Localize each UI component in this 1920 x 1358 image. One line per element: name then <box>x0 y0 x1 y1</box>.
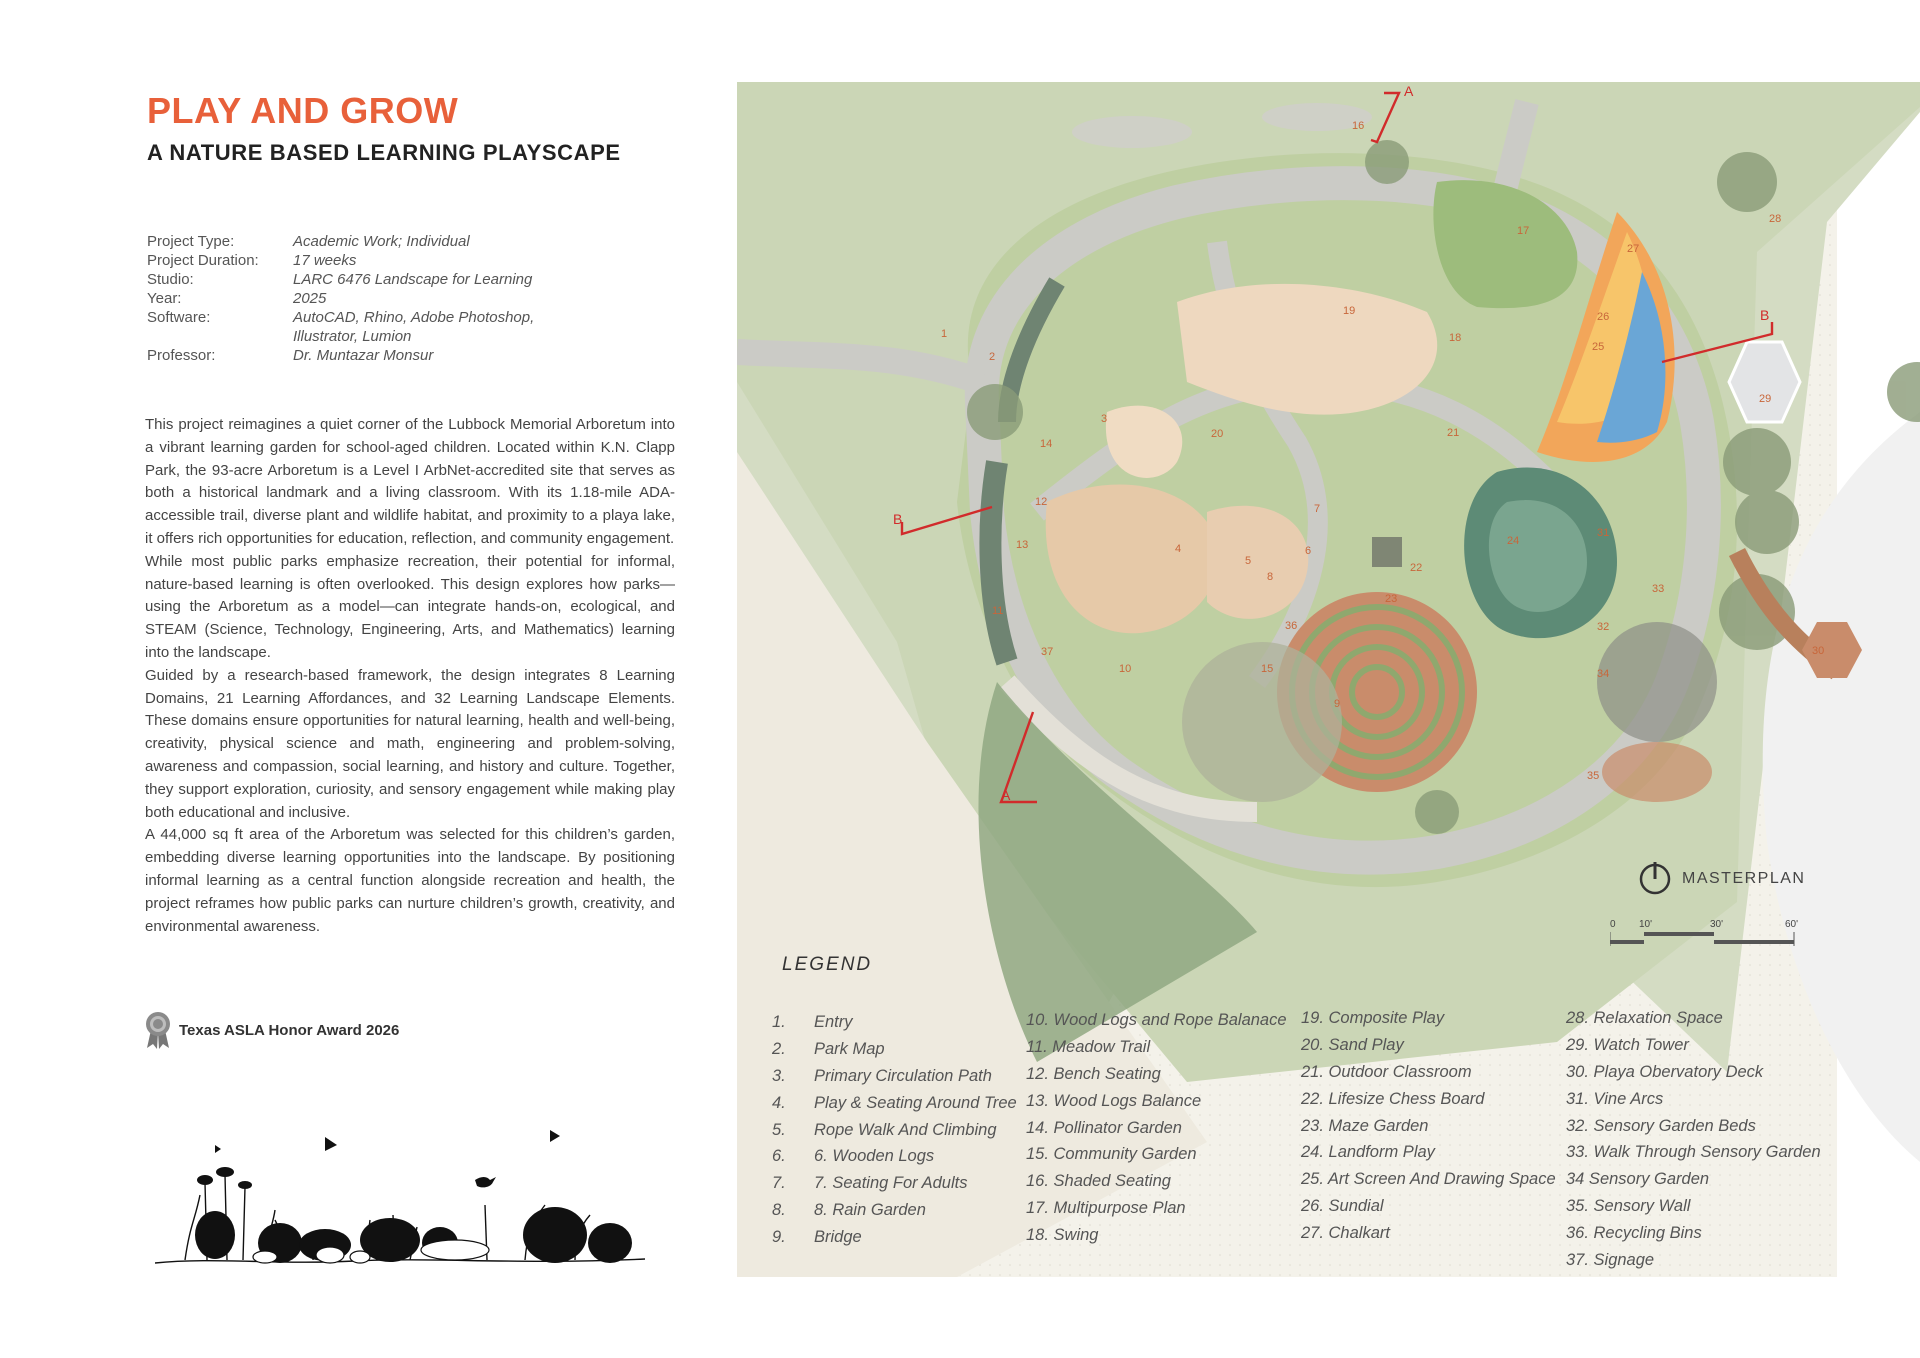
legend-text: 7. Seating For Adults <box>814 1174 968 1193</box>
plan-label: 10 <box>1119 663 1132 675</box>
legend-number: 6. <box>772 1147 786 1166</box>
legend-item: 20. Sand Play <box>1301 1035 1404 1054</box>
award-ribbon-icon <box>143 1010 173 1050</box>
legend-item: 17. Multipurpose Plan <box>1026 1199 1186 1218</box>
description-paragraph: This project reimagines a quiet corner of the Lubbock Memorial Arboretum into a vibrant learning garden for school-aged children. Located within K.N. Clapp Park, the 93-acre Arboretum is a Level I ArbNet-accredited site that serves as both a historical landmark and a living classroom. With its 1.18-mile ADA-accessible trail, diverse plant and wildlife habitat, and proximity to a playa lake, it offers rich opportunities for education, reflection, and community engagement. <box>145 416 675 547</box>
section-mark-a: A <box>1001 787 1011 803</box>
legend-item: 25. Art Screen And Drawing Space <box>1301 1170 1556 1189</box>
plan-label: 11 <box>992 605 1004 617</box>
legend-column-2 <box>1026 1011 1287 1253</box>
legend-item <box>772 1040 1017 1067</box>
section-mark-a: A <box>1404 83 1414 99</box>
plan-label: 35 <box>1587 770 1600 782</box>
legend-item: 35. Sensory Wall <box>1566 1197 1691 1216</box>
nature-sketch-illustration <box>155 1125 655 1270</box>
scale-label: 30' <box>1710 919 1724 930</box>
plan-label: 32 <box>1597 621 1610 633</box>
project-description <box>145 414 675 938</box>
legend-item: 37. Signage <box>1566 1251 1655 1270</box>
legend-column-4 <box>1566 1009 1821 1278</box>
legend-item <box>772 1201 1017 1228</box>
legend-item: 32. Sensory Garden Beds <box>1566 1116 1756 1135</box>
legend-item: 15. Community Garden <box>1026 1145 1197 1164</box>
legend-item: 27. Chalkart <box>1301 1224 1390 1243</box>
info-label: Project Type: <box>147 233 235 250</box>
legend-item: 16. Shaded Seating <box>1026 1172 1171 1191</box>
section-line-b-left <box>902 507 992 534</box>
legend-item: 11. Meadow Trail <box>1026 1037 1151 1056</box>
plan-label: 12 <box>1035 496 1048 508</box>
scale-label: 60' <box>1785 919 1799 930</box>
legend-item: 30. Playa Obervatory Deck <box>1566 1062 1764 1081</box>
legend-item: 19. Composite Play <box>1301 1009 1445 1027</box>
plan-label: 24 <box>1507 535 1520 547</box>
legend-text: Park Map <box>814 1039 885 1058</box>
description-paragraph: Guided by a research-based framework, the design integrates 8 Learning Domains, 21 Learning Affordances, and 32 Learning Landscape Elements. These domains ensure opportunities for natural learning, health and well-being, creativity, physical science and math, engineering and problem-solving, awareness and compassion, social learning, and history and culture. Together, they support exploration, curiosity, and sensory engagement while making play both educational and inclusive. <box>145 666 675 821</box>
plan-label: 37 <box>1041 646 1054 658</box>
legend-item: 21. Outdoor Classroom <box>1301 1062 1472 1081</box>
plan-label: 14 <box>1040 438 1053 450</box>
plan-label: 17 <box>1517 225 1530 237</box>
legend-item <box>772 1094 1017 1121</box>
info-value: LARC 6476 Landscape for Learning <box>293 271 533 288</box>
legend-text: Rope Walk And Climbing <box>814 1120 997 1139</box>
legend-item <box>772 1067 1017 1094</box>
legend-item: 18. Swing <box>1026 1226 1099 1245</box>
legend-item <box>772 1174 1017 1201</box>
plan-label: 3 <box>1101 413 1108 425</box>
plan-label: 29 <box>1759 393 1772 405</box>
info-value: Illustrator, Lumion <box>293 328 412 345</box>
legend-text: Entry <box>814 1013 853 1031</box>
plan-label: 22 <box>1410 562 1423 574</box>
legend-item: 31. Vine Arcs <box>1566 1089 1664 1108</box>
legend-title: LEGEND <box>782 954 873 975</box>
info-label <box>147 327 293 346</box>
info-value: 17 weeks <box>293 252 357 269</box>
page-subtitle: A NATURE BASED LEARNING PLAYSCAPE <box>147 140 621 165</box>
legend-number: 4. <box>772 1093 786 1112</box>
info-value: AutoCAD, Rhino, Adobe Photoshop, <box>293 309 535 326</box>
award-badge <box>143 1010 399 1050</box>
plan-label: 30 <box>1812 645 1825 657</box>
legend-number: 9. <box>772 1228 786 1247</box>
plan-label: 5 <box>1245 555 1252 567</box>
info-label: Project Duration: <box>147 252 259 269</box>
legend-item <box>772 1147 1017 1174</box>
scale-bar <box>1610 918 1830 948</box>
info-value: Dr. Muntazar Monsur <box>293 347 434 364</box>
info-label: Professor: <box>147 347 216 364</box>
description-paragraph: A 44,000 sq ft area of the Arboretum was selected for this children’s garden, embedding diverse learning opportunities into the landscape. By positioning informal learning as a central function alongside recreation and health, the project reframes how public parks can nurture children’s growth, creativity, and environmental awareness. <box>145 826 675 935</box>
legend-text: Primary Circulation Path <box>814 1066 992 1085</box>
award-label: Texas ASLA Honor Award 2026 <box>179 1021 400 1039</box>
plan-label: 33 <box>1652 583 1665 595</box>
masterplan-title: MASTERPLAN <box>1682 870 1806 887</box>
description-paragraph: While most public parks emphasize recreation, their potential for informal, nature-based learning is often overlooked. This design explores how parks—using the Arboretum as a model—can integrate hands-on, ecological, and STEAM (Science, Technology, Engineering, Arts, and Mathematics) learning into the landscape. <box>145 552 675 661</box>
legend-text: 6. Wooden Logs <box>814 1147 935 1166</box>
plan-label: 26 <box>1597 311 1610 323</box>
section-line-a-top <box>1371 93 1399 142</box>
plan-label: 7 <box>1314 503 1321 515</box>
legend-text: Bridge <box>814 1228 862 1247</box>
legend-text: 8. Rain Garden <box>814 1201 926 1220</box>
plan-label: 16 <box>1352 120 1365 132</box>
legend-column-3 <box>1301 1009 1556 1251</box>
legend-number: 8. <box>772 1201 786 1220</box>
legend-item: 36. Recycling Bins <box>1566 1224 1702 1243</box>
plan-label: 23 <box>1385 593 1398 605</box>
info-value: Academic Work; Individual <box>293 233 470 250</box>
legend-item <box>772 1121 1017 1148</box>
plan-label: 4 <box>1175 543 1182 555</box>
legend-number: 3. <box>772 1066 786 1085</box>
section-mark-b: B <box>1760 307 1770 323</box>
plan-label: 27 <box>1627 243 1640 255</box>
plan-label: 9 <box>1334 698 1341 710</box>
scale-label: 0 <box>1610 919 1616 930</box>
legend-column-1 <box>772 1013 1017 1255</box>
plan-label: 18 <box>1449 332 1462 344</box>
legend-item: 12. Bench Seating <box>1026 1064 1161 1083</box>
plan-label: 20 <box>1211 428 1224 440</box>
plan-label: 1 <box>941 328 948 340</box>
section-line-b-right <box>1662 322 1772 362</box>
legend-item: 24. Landform Play <box>1301 1143 1435 1162</box>
north-arrow-icon <box>1638 862 1672 896</box>
legend-item: 29. Watch Tower <box>1566 1035 1689 1054</box>
legend-item: 28. Relaxation Space <box>1566 1009 1723 1027</box>
plan-label: 19 <box>1343 305 1356 317</box>
legend-item: 34 Sensory Garden <box>1566 1170 1710 1189</box>
plan-label: 31 <box>1597 527 1610 539</box>
page-title: PLAY AND GROW <box>147 90 459 131</box>
legend-item: 13. Wood Logs Balance <box>1026 1091 1202 1110</box>
legend-text: Play & Seating Around Tree <box>814 1093 1017 1112</box>
legend-item <box>772 1013 1017 1040</box>
plan-label: 21 <box>1447 427 1460 439</box>
legend-number: 7. <box>772 1174 786 1193</box>
plan-label: 2 <box>989 351 996 363</box>
plan-label: 34 <box>1597 668 1610 680</box>
plan-label: 13 <box>1016 539 1029 551</box>
legend-item <box>772 1228 1017 1255</box>
legend-item: 33. Walk Through Sensory Garden <box>1566 1143 1821 1162</box>
legend-item: 10. Wood Logs and Rope Balanace <box>1026 1011 1287 1029</box>
section-mark-b: B <box>893 511 903 527</box>
scale-label: 10' <box>1639 919 1653 930</box>
plan-label: 25 <box>1592 341 1605 353</box>
legend-number: 2. <box>772 1039 786 1058</box>
legend-item: 26. Sundial <box>1301 1197 1384 1216</box>
info-label: Software: <box>147 309 211 326</box>
plan-label: 8 <box>1267 571 1274 583</box>
project-info <box>147 232 553 365</box>
legend-number: 1. <box>772 1013 786 1031</box>
legend-item: 14. Pollinator Garden <box>1026 1118 1182 1137</box>
plan-label: 28 <box>1769 213 1782 225</box>
legend-item: 22. Lifesize Chess Board <box>1301 1089 1485 1108</box>
plan-label: 6 <box>1305 545 1312 557</box>
plan-label: 36 <box>1285 620 1298 632</box>
legend-number: 5. <box>772 1120 786 1139</box>
legend-item: 23. Maze Garden <box>1301 1116 1429 1135</box>
masterplan-label <box>1638 862 1805 896</box>
info-value: 2025 <box>293 290 327 307</box>
info-label: Year: <box>147 290 182 307</box>
plan-label: 15 <box>1261 663 1274 675</box>
info-label: Studio: <box>147 271 194 288</box>
